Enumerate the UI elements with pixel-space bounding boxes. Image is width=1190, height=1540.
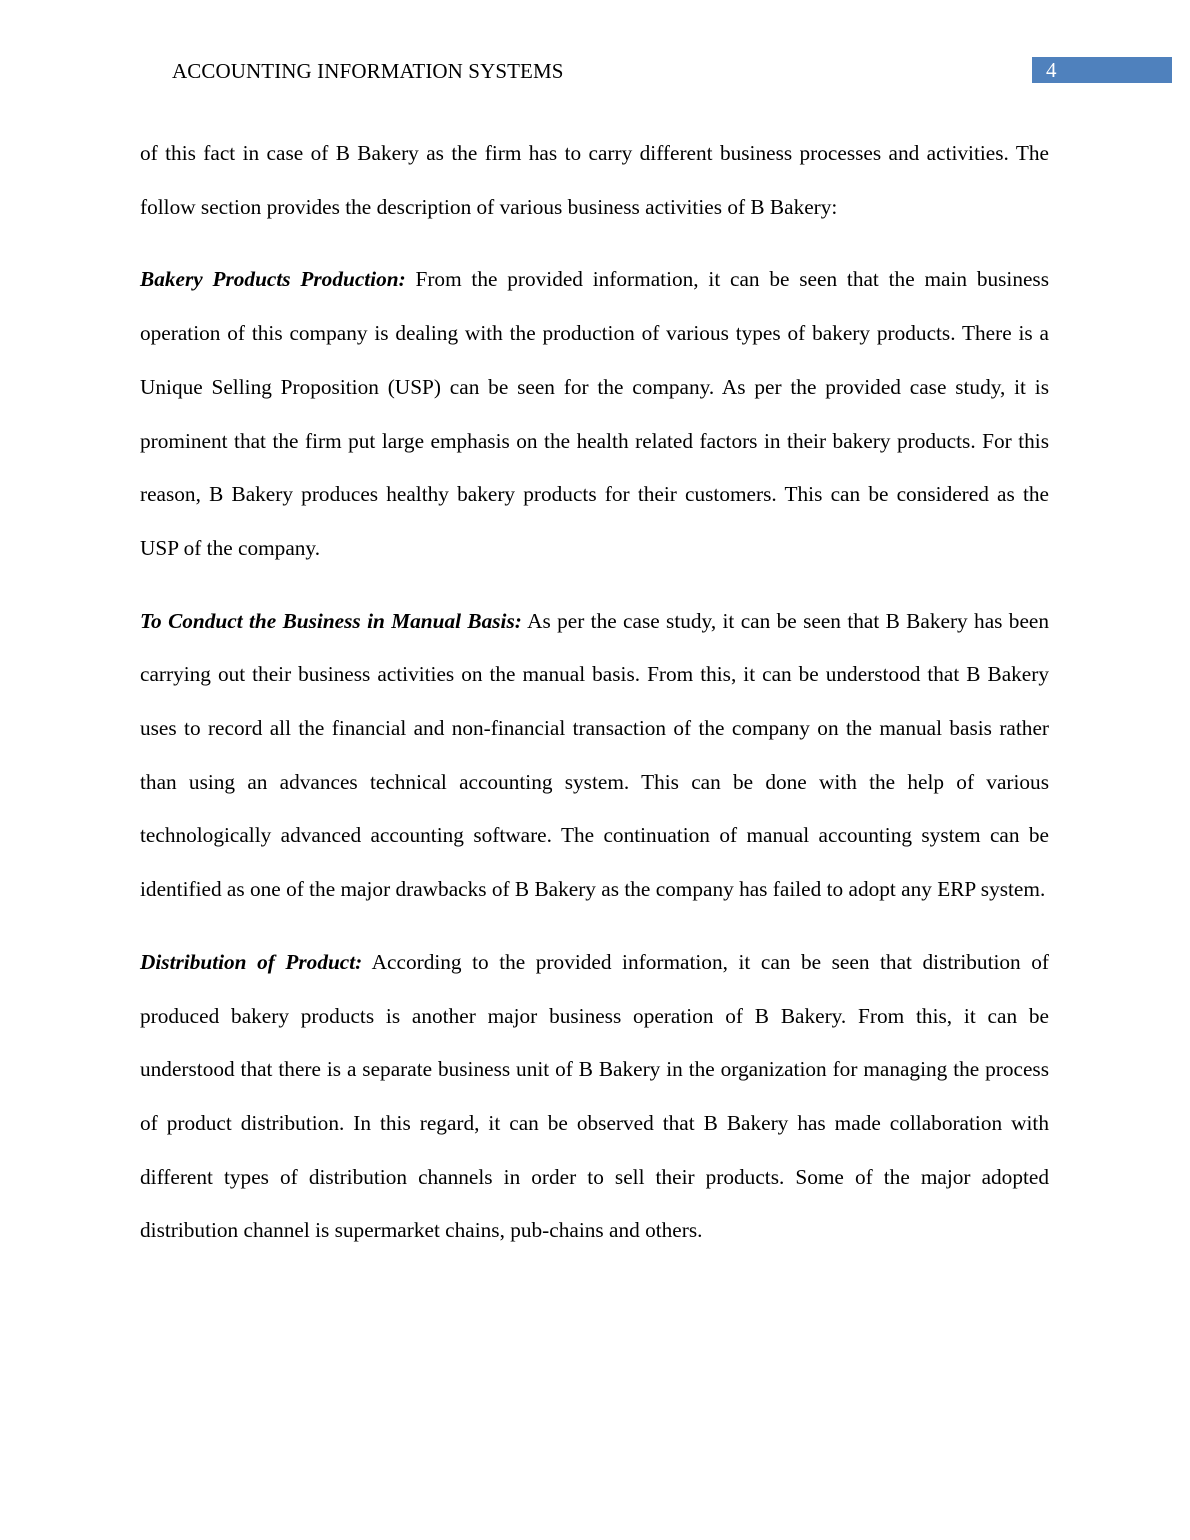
paragraph-distribution [140,936,1049,1258]
paragraph-lead: Distribution of Product: [140,949,363,974]
page-number-box [1032,57,1172,83]
paragraph-intro [140,127,1049,234]
paragraph-text: As per the case study, it can be seen that B Bakery has been carrying out their business activities on the manual basis. From this, it can be understood that B Bakery uses to record all the financial and non-financial transaction of the company on the manual basis rather than using an advances technical accounting system. This can be done with the help of various technologically advanced accounting software. The continuation of manual accounting system can be identified as one of the major drawbacks of B Bakery as the company has failed to adopt any ERP system. [140,608,1050,902]
paragraph-manual-basis [140,595,1049,917]
paragraph-lead: To Conduct the Business in Manual Basis: [140,608,522,633]
paragraph-text: of this fact in case of B Bakery as the firm has to carry different business processes and activities. The follow section provides the description of various business activities of B Bakery: [140,141,1049,219]
running-head: ACCOUNTING INFORMATION SYSTEMS [172,59,564,83]
paragraph-lead: Bakery Products Production: [140,267,406,292]
paragraph-bakery-products-production [140,253,1049,575]
paragraph-text: From the provided information, it can be seen that the main business operation of this company is dealing with the production of various types of bakery products. There is a Unique Selling Proposition (USP) can be seen for the company. As per the provided case study, it is prominent that the firm put large emphasis on the health related factors in their bakery products. For this reason, B Bakery produces healthy bakery products for their customers. This can be considered as the USP of the company. [140,267,1049,560]
page-number: 4 [1046,58,1057,82]
paragraph-text: According to the provided information, it can be seen that distribution of produced bakery products is another major business operation of B Bakery. From this, it can be understood that there is a separate business unit of B Bakery in the organization for managing the process of product distribution. In this regard, it can be observed that B Bakery has made collaboration with different types of distribution channels in order to sell their products. Some of the major adopted distribution channel is supermarket chains, pub-chains and others. [140,949,1050,1243]
body-text [140,127,1049,1277]
